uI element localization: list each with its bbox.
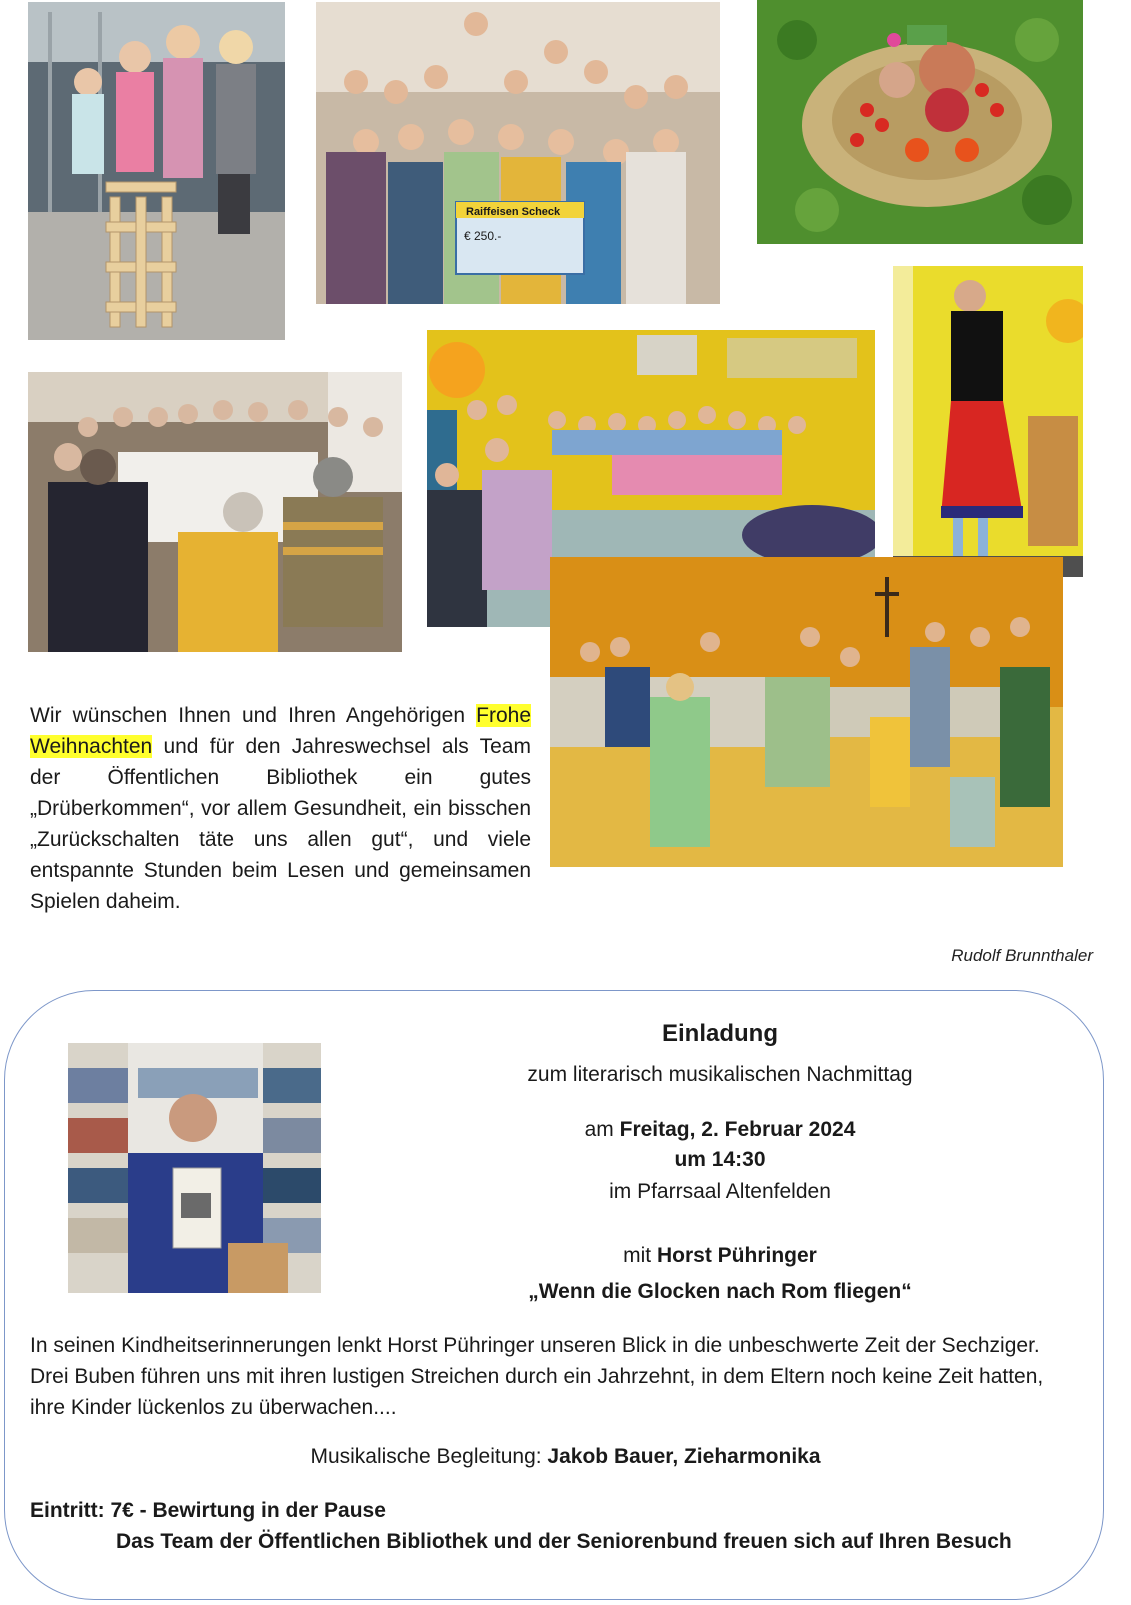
invitation-date (440, 1118, 1000, 1142)
date-prefix: am (584, 1118, 614, 1141)
invitation-description: In seinen Kindheitserinnerungen lenkt Horst Pühringer unseren Blick in die unbeschwerte Zeit der Sechziger. Drei Buben führen uns mit ihren lustigen Streichen durch ein Jahrzehnt, in dem Eltern noch keine Zeit hatten, ihre Kinder lückenlos zu überwachen.... (30, 1334, 1044, 1419)
photo-girls-block-tower (28, 2, 285, 340)
invitation-title: Einladung (662, 1020, 778, 1047)
cheque-amount: € 250.- (464, 229, 502, 243)
christmas-greeting (30, 700, 531, 917)
music-prefix: Musikalische Begleitung: (310, 1445, 542, 1468)
musical-accompaniment (0, 1445, 1131, 1469)
greeting-signature: Rudolf Brunnthaler (951, 946, 1093, 965)
greeting-highlight: Frohe Weihnachten (30, 704, 531, 758)
music-performer: Jakob Bauer, Zieharmonika (547, 1445, 821, 1468)
photo-seniors-table (28, 372, 402, 652)
book-title: „Wenn die Glocken nach Rom fliegen“ (528, 1280, 912, 1303)
closing-line: Das Team der Öffentlichen Bibliothek und der Seniorenbund freuen sich auf Ihren Besuch (116, 1530, 1012, 1553)
photo-children-cheque (316, 2, 720, 304)
author-name: Horst Pühringer (656, 1244, 817, 1267)
invitation-time: um 14:30 (674, 1148, 766, 1171)
greeting-text-end: und für den Jahreswechsel als Team der Öffentlichen Bibliothek ein gutes „Drüberkommen“, vor allem Gesundheit, ein bisschen „Zurückschalten täte uns allen gut“, und viele entspannte Stunden beim Lesen und gemeinsamen Spielen daheim. (30, 735, 531, 913)
date-value: Freitag, 2. Februar 2024 (619, 1118, 856, 1141)
photo-author-portrait (68, 1043, 321, 1293)
photo-book-sale-hall (550, 557, 1063, 867)
entry-fee: Eintritt: 7€ - Bewirtung in der Pause (30, 1499, 386, 1522)
photo-storyteller-woman (893, 266, 1083, 577)
invitation-subtitle: zum literarisch musikalischen Nachmittag (527, 1063, 913, 1086)
cheque-text: Raiffeisen Scheck (466, 206, 561, 218)
greeting-text-start: Wir wünschen Ihnen und Ihren Angehörigen (30, 704, 466, 727)
invitation-author-line (440, 1244, 1000, 1268)
invitation-place: im Pfarrsaal Altenfelden (609, 1180, 831, 1203)
photo-harvest-nest (757, 0, 1083, 244)
author-prefix: mit (623, 1244, 652, 1267)
